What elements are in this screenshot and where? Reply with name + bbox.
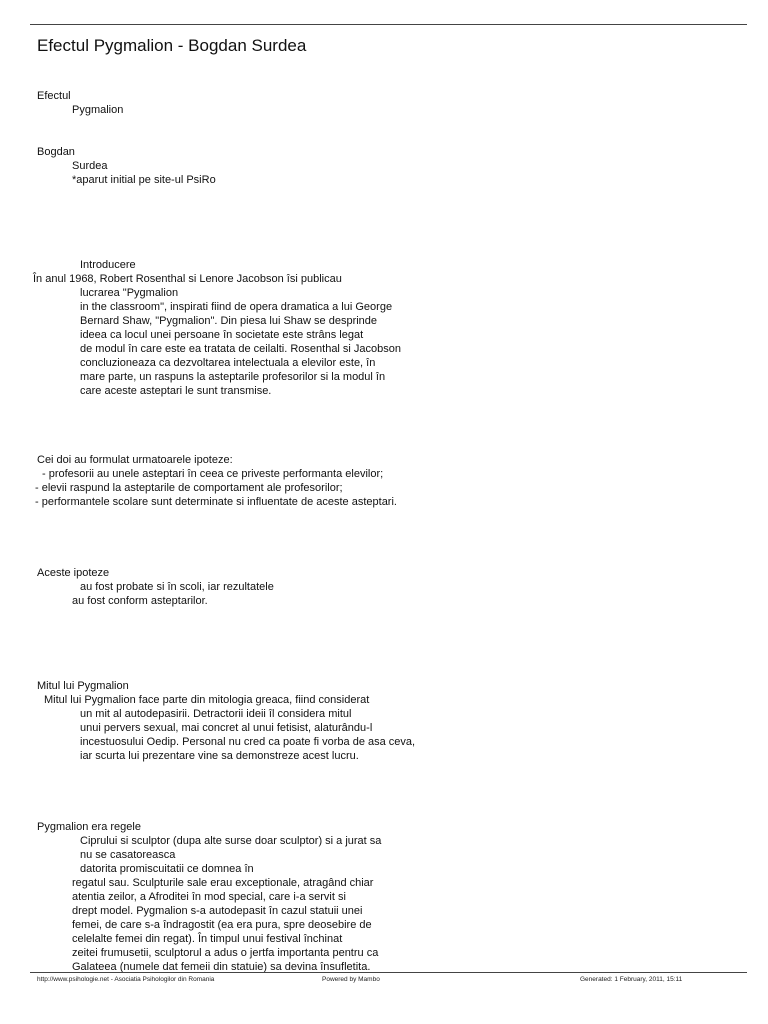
- text-line: Aceste ipoteze: [37, 567, 110, 579]
- footer-powered-by: Powered by Mambo: [322, 976, 380, 983]
- section-heading: Pygmalion era regele: [37, 821, 141, 833]
- text-line: În anul 1968, Robert Rosenthal si Lenore Jacobson îsi publicau: [33, 273, 342, 285]
- text-line: Efectul: [37, 90, 71, 102]
- text-line: regatul sau. Sculpturile sale erau exceptionale, atragând chiar: [72, 877, 374, 889]
- text-line: ideea ca locul unei persoane în societate este strâns legat: [80, 329, 364, 341]
- text-line: celelalte femei din regat). În timpul unui festival închinat: [72, 933, 343, 945]
- top-rule: [30, 24, 747, 25]
- text-line: Pygmalion: [72, 104, 124, 116]
- text-line: Mitul lui Pygmalion face parte din mitologia greaca, fiind considerat: [44, 694, 370, 706]
- text-line: atentia zeilor, a Afroditei în mod special, care i-a servit si: [72, 891, 346, 903]
- list-item: - performantele scolare sunt determinate si influentate de aceste asteptari.: [35, 496, 397, 508]
- text-line: nu se casatoreasca: [80, 849, 176, 861]
- text-line: zeitei frumusetii, sculptorul a adus o jertfa importanta pentru ca: [72, 947, 379, 959]
- page-title: Efectul Pygmalion - Bogdan Surdea: [37, 36, 307, 55]
- bottom-rule: [30, 972, 747, 973]
- text-line: datorita promiscuitatii ce domnea în: [80, 863, 254, 875]
- section-heading: Mitul lui Pygmalion: [37, 680, 129, 692]
- text-line: Cei doi au formulat urmatoarele ipoteze:: [37, 454, 233, 466]
- list-item: - profesorii au unele asteptari în ceea ce priveste performanta elevilor;: [42, 468, 384, 480]
- text-line: *aparut initial pe site-ul PsiRo: [72, 174, 216, 186]
- text-line: de modul în care este ea tratata de ceilalti. Rosenthal si Jacobson: [80, 343, 402, 355]
- text-line: mare parte, un raspuns la asteptarile profesorilor si la modul în: [80, 371, 386, 383]
- text-line: drept model. Pygmalion s-a autodepasit în cazul statuii unei: [72, 905, 363, 917]
- footer-site-link[interactable]: http://www.psihologie.net - Asociatia Psihologilor din Romania: [37, 976, 215, 983]
- text-line: iar scurta lui prezentare vine sa demonstreze acest lucru.: [80, 750, 359, 762]
- footer-generated-date: Generated: 1 February, 2011, 15:11: [580, 976, 683, 983]
- text-line: Ciprului si sculptor (dupa alte surse doar sculptor) si a jurat sa: [80, 835, 382, 847]
- text-line: unui pervers sexual, mai concret al unui fetisist, alaturându-l: [80, 722, 373, 734]
- text-line: care aceste asteptari le sunt transmise.: [80, 385, 272, 397]
- section-heading: Introducere: [80, 259, 136, 271]
- text-line: Bogdan: [37, 146, 75, 158]
- text-line: Galateea (numele dat femeii din statuie) sa devina însufletita.: [72, 961, 371, 973]
- text-line: femei, de care s-a îndragostit (ea era pura, spre deosebire de: [72, 919, 372, 931]
- text-line: un mit al autodepasirii. Detractorii ideii îl considera mitul: [80, 708, 352, 720]
- text-line: lucrarea "Pygmalion: [80, 287, 179, 299]
- text-line: au fost conform asteptarilor.: [72, 595, 208, 607]
- text-line: Bernard Shaw, "Pygmalion". Din piesa lui Shaw se desprinde: [80, 315, 378, 327]
- text-line: au fost probate si în scoli, iar rezultatele: [80, 581, 274, 593]
- text-line: in the classroom", inspirati fiind de opera dramatica a lui George: [80, 301, 393, 313]
- text-line: incestuosului Oedip. Personal nu cred ca poate fi vorba de asa ceva,: [80, 736, 416, 748]
- text-line: Surdea: [72, 160, 108, 172]
- text-line: concluzioneaza ca dezvoltarea intelectuala a elevilor este, în: [80, 357, 376, 369]
- list-item: - elevii raspund la asteptarile de comportament ale profesorilor;: [35, 482, 343, 494]
